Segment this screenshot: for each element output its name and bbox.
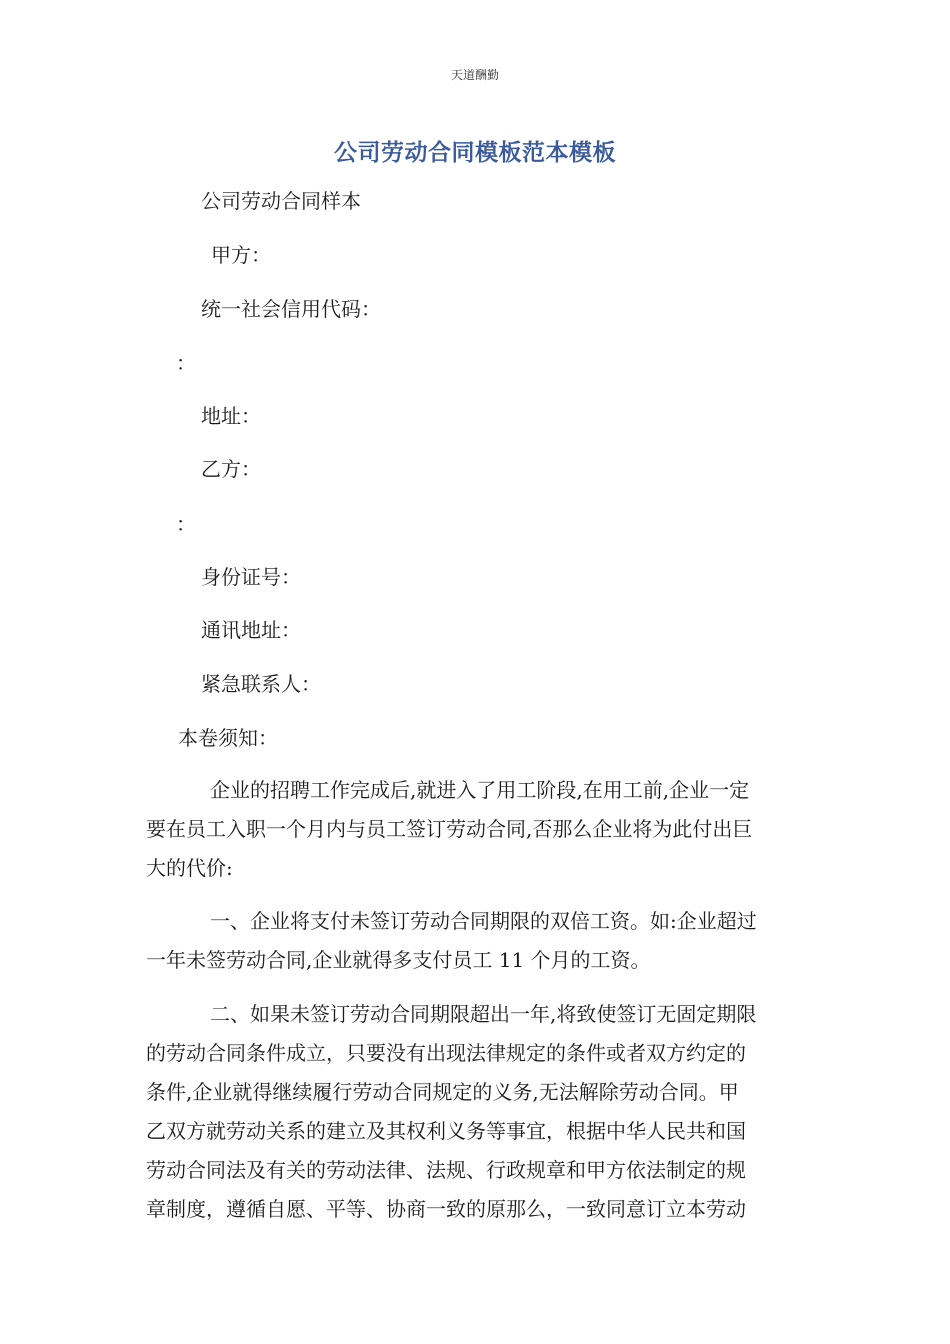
paragraph-line: 一、企业将支付未签订劳动合同期限的双倍工资。如:企业超过 — [210, 909, 757, 933]
paragraph-line: 乙双方就劳动关系的建立及其权利义务等事宜，根据中华人民共和国 — [146, 1119, 746, 1143]
field-colon-2: ： — [176, 512, 196, 536]
paragraph-line: 劳动合同法及有关的劳动法律、法规、行政规章和甲方依法制定的规 — [146, 1158, 746, 1182]
field-credit-code: 统一社会信用代码： — [201, 297, 381, 321]
paragraph-line: 一年未签劳动合同,企业就得多支付员工 11 个月的工资。 — [146, 948, 651, 972]
paragraph-line: 企业的招聘工作完成后,就进入了用工阶段,在用工前,企业一定 — [210, 778, 750, 802]
field-contact-address: 通讯地址： — [201, 618, 301, 642]
paragraph-line: 条件,企业就得继续履行劳动合同规定的义务,无法解除劳动合同。甲 — [146, 1080, 739, 1104]
notice-heading: 本卷须知： — [178, 726, 278, 750]
paragraph-line: 大的代价: — [146, 856, 233, 880]
field-party-a: 甲方： — [211, 243, 271, 267]
field-colon-1: ： — [176, 351, 196, 375]
field-emergency-contact: 紧急联系人： — [201, 672, 321, 696]
field-sample: 公司劳动合同样本 — [201, 189, 361, 213]
page-header: 天道酬勤 — [450, 68, 499, 82]
paragraph-line: 二、如果未签订劳动合同期限超出一年,将致使签订无固定期限 — [210, 1002, 757, 1026]
paragraph-line: 的劳动合同条件成立，只要没有出现法律规定的条件或者双方约定的 — [146, 1041, 746, 1065]
field-party-b: 乙方： — [201, 457, 261, 481]
paragraph-1 — [146, 771, 806, 888]
paragraph-3 — [146, 995, 806, 1229]
paragraph-2 — [146, 902, 806, 980]
field-address: 地址： — [201, 404, 261, 428]
field-id-number: 身份证号： — [201, 565, 301, 589]
paragraph-line: 章制度，遵循自愿、平等、协商一致的原那么，一致同意订立本劳动 — [146, 1197, 746, 1221]
paragraph-line: 要在员工入职一个月内与员工签订劳动合同,否那么企业将为此付出巨 — [146, 817, 753, 841]
document-title: 公司劳动合同模板范本模板 — [334, 140, 616, 166]
